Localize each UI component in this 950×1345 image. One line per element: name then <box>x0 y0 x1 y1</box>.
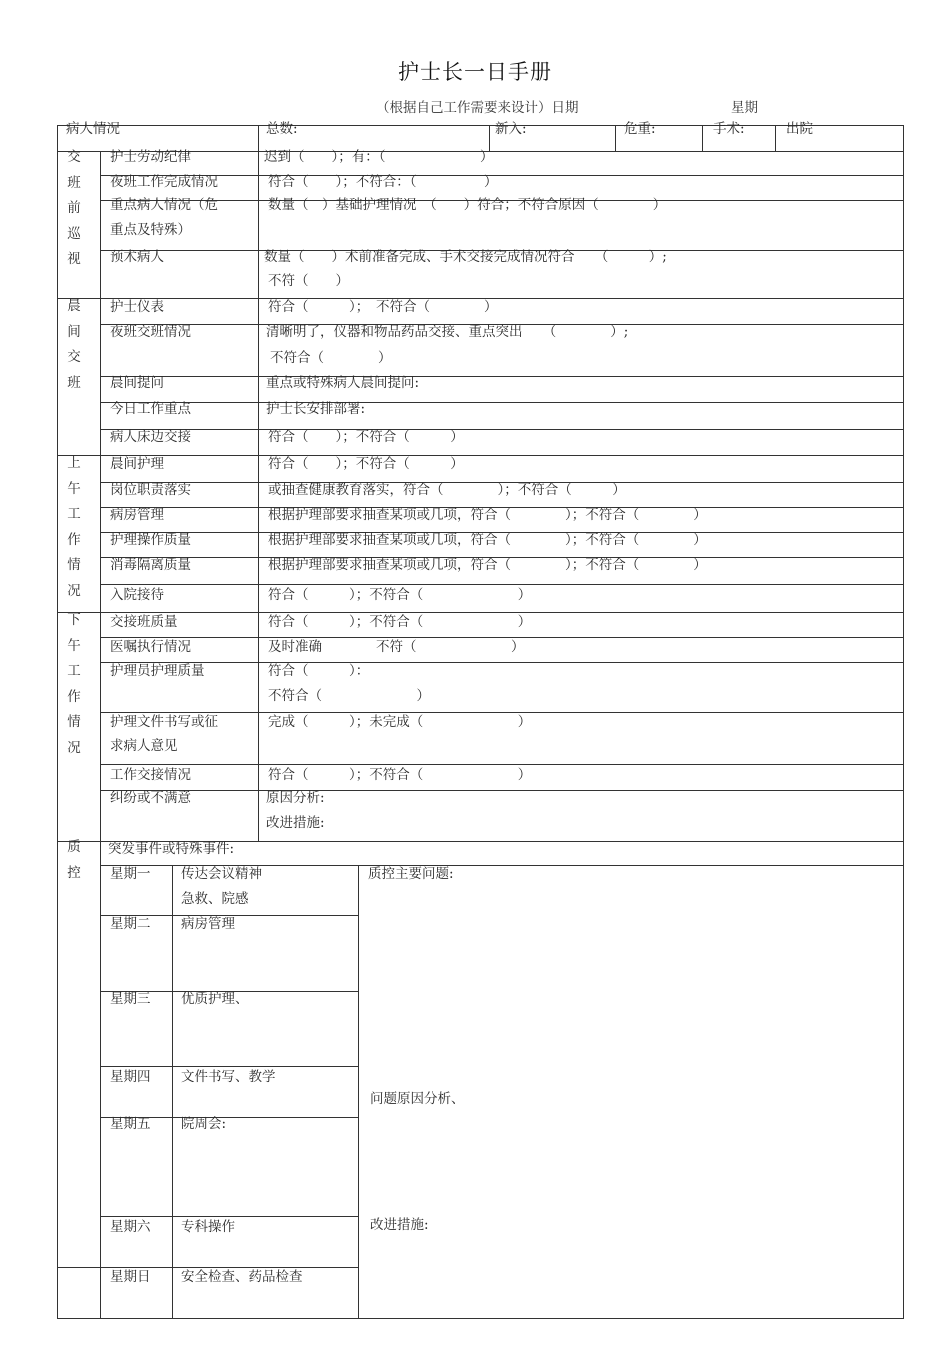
header-patients: 病人情况 <box>66 121 120 137</box>
row-content: 清晰明了，仪器和物品药品交接、重点突出 （ ）; <box>266 324 629 340</box>
day-topic: 文件书写、教学 <box>181 1069 276 1085</box>
header-discharge: 出院 <box>786 121 813 137</box>
day-label: 星期一 <box>110 866 151 882</box>
day-topic: 院周会: <box>181 1116 227 1132</box>
row-item: 交接班质量 <box>110 614 178 630</box>
row-item: 护理文件书写或征 <box>110 714 218 730</box>
row-item-cont: 求病人意见 <box>110 738 178 754</box>
row-item-cont: 重点及特殊） <box>110 222 191 238</box>
header-total: 总数: <box>266 121 298 137</box>
row-content-cont: 改进措施: <box>266 815 325 831</box>
day-topic: 传达会议精神 <box>181 866 262 882</box>
row-item: 护士仪表 <box>110 299 164 315</box>
row-item: 重点病人情况（危 <box>110 197 218 213</box>
day-topic: 病房管理 <box>181 916 235 932</box>
day-label: 星期四 <box>110 1069 151 1085</box>
qc-improvement: 改进措施: <box>370 1217 429 1233</box>
row-item: 纠纷或不满意 <box>110 790 191 806</box>
row-content: 原因分析: <box>266 790 325 806</box>
section-label-morning-handover: 晨 间 交 班 <box>67 298 81 391</box>
section-label-pre-shift: 交 班 前 巡 视 <box>67 149 81 267</box>
row-content: 符合（ ）；不符合（ ） <box>268 587 532 603</box>
row-content: 或抽查健康教育落实，符合（ ）；不符合（ ） <box>268 482 626 498</box>
row-content: 数量（ ）术前准备完成、手术交接完成情况符合 （ ）; <box>264 249 667 265</box>
day-topic: 专科操作 <box>181 1219 235 1235</box>
day-topic: 优质护理、 <box>181 991 249 1007</box>
header-critical: 危重: <box>624 121 656 137</box>
col-divider-item <box>258 151 259 841</box>
row-content: 根据护理部要求抽查某项或几项，符合（ ）；不符合（ ） <box>268 557 707 573</box>
emergency-events-label: 突发事件或特殊事件: <box>108 841 235 857</box>
row-item: 今日工作重点 <box>110 401 191 417</box>
row-content: 符合（ ）； 不符合（ ） <box>268 299 498 315</box>
row-content: 重点或特殊病人晨间提问: <box>266 375 420 391</box>
row-content: 符合（ ）；不符合（ ） <box>268 456 464 472</box>
row-item: 护理操作质量 <box>110 532 191 548</box>
day-topic: 安全检查、药品检查 <box>181 1269 303 1285</box>
row-item: 晨间提问 <box>110 375 164 391</box>
row-content: 符合（ ）；不符合（ ） <box>268 767 532 783</box>
section-label-pm-work: 下 午 工 作 情 况 <box>67 612 81 756</box>
table-border-right <box>903 125 904 1318</box>
day-topic-cont: 急救、院感 <box>181 891 249 907</box>
section-label-am-work: 上 午 工 作 情 况 <box>67 455 81 599</box>
row-content: 根据护理部要求抽查某项或几项，符合（ ）；不符合（ ） <box>268 507 707 523</box>
row-content: 根据护理部要求抽查某项或几项，符合（ ）；不符合（ ） <box>268 532 707 548</box>
row-content: 符合（ ）；不符合：（ ） <box>268 174 498 190</box>
col-divider-section <box>100 151 101 1318</box>
row-content: 及时准确 不符（ ） <box>268 639 525 655</box>
header-new-admit: 新入: <box>495 121 527 137</box>
row-content: 完成（ ）；未完成（ ） <box>268 714 532 730</box>
day-label: 星期日 <box>110 1269 151 1285</box>
qc-cause-analysis: 问题原因分析、 <box>370 1091 465 1107</box>
row-item: 医嘱执行情况 <box>110 639 191 655</box>
row-content-cont: 不符合（ ） <box>270 350 392 366</box>
row-item: 护理员护理质量 <box>110 663 205 679</box>
row-item: 病房管理 <box>110 507 164 523</box>
weekday-label: 星期 <box>731 100 758 116</box>
date-label: （根据自己工作需要来设计）日期 <box>376 100 579 116</box>
row-item: 夜班交班情况 <box>110 324 191 340</box>
row-content: 符合（ ）；不符合（ ） <box>268 429 464 445</box>
day-label: 星期二 <box>110 916 151 932</box>
row-item: 工作交接情况 <box>110 767 191 783</box>
row-item: 夜班工作完成情况 <box>110 174 218 190</box>
day-label: 星期五 <box>110 1116 151 1132</box>
row-item: 预术病人 <box>110 249 164 265</box>
row-content: 符合（ ）： <box>268 663 370 679</box>
row-item: 岗位职责落实 <box>110 482 191 498</box>
row-content: 迟到（ ）；有：（ ） <box>264 149 494 165</box>
row-item: 护士劳动纪律 <box>110 149 191 165</box>
table-border-bottom <box>57 1318 904 1319</box>
table-border-top <box>57 125 904 126</box>
row-content-cont: 不符合（ ） <box>268 688 430 704</box>
row-content-cont: 不符（ ） <box>268 273 349 289</box>
header-surgery: 手术: <box>713 121 745 137</box>
row-item: 入院接待 <box>110 587 164 603</box>
qc-main-issues: 质控主要问题: <box>368 866 454 882</box>
row-item: 病人床边交接 <box>110 429 191 445</box>
day-label: 星期六 <box>110 1219 151 1235</box>
page-title: 护士长一日手册 <box>398 60 552 84</box>
row-content: 数量（ ）基础护理情况 （ ）符合；不符合原因（ ） <box>268 197 667 213</box>
row-item: 消毒隔离质量 <box>110 557 191 573</box>
day-label: 星期三 <box>110 991 151 1007</box>
row-content: 护士长安排部署: <box>266 401 366 417</box>
row-item: 晨间护理 <box>110 456 164 472</box>
row-content: 符合（ ）；不符合（ ） <box>268 614 532 630</box>
section-label-quality: 质 控 <box>67 839 81 881</box>
